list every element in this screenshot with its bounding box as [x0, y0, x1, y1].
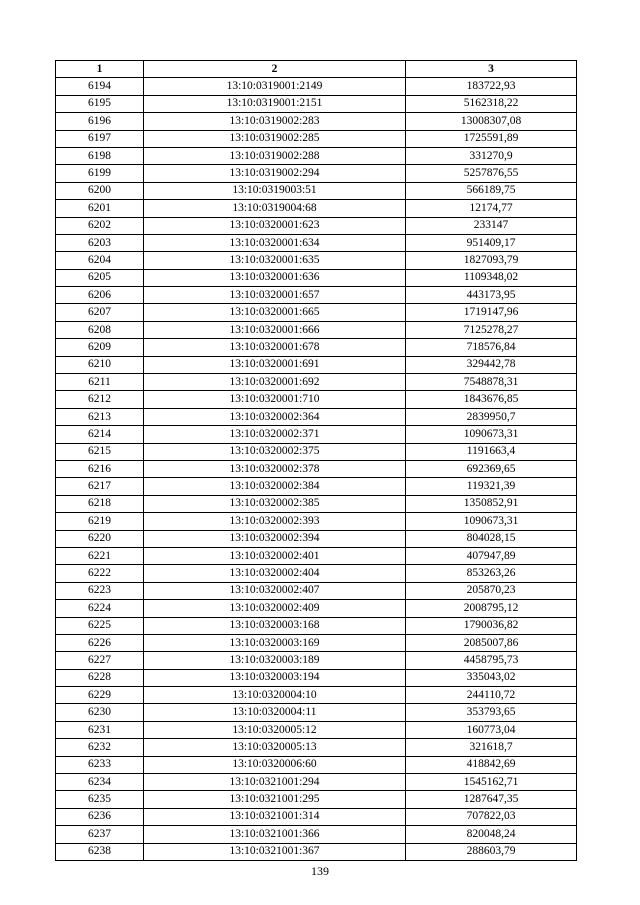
row-number-cell: 6215 — [56, 443, 144, 460]
row-number-cell: 6224 — [56, 600, 144, 617]
cadastral-number-cell: 13:10:0321001:295 — [144, 791, 406, 808]
cadastral-number-cell: 13:10:0321001:367 — [144, 843, 406, 860]
table-row — [56, 513, 577, 530]
cadastral-number-cell: 13:10:0320001:635 — [144, 252, 406, 269]
row-number-cell: 6213 — [56, 408, 144, 425]
page-number: 139 — [311, 864, 329, 878]
value-cell: 205870,23 — [406, 582, 577, 599]
row-number-cell: 6199 — [56, 165, 144, 182]
cadastral-number-cell: 13:10:0320003:189 — [144, 652, 406, 669]
cadastral-number-cell: 13:10:0319004:68 — [144, 200, 406, 217]
value-cell: 7548878,31 — [406, 374, 577, 391]
value-cell: 5257876,55 — [406, 165, 577, 182]
table-row — [56, 78, 577, 95]
row-number-cell: 6237 — [56, 826, 144, 843]
row-number-cell: 6230 — [56, 704, 144, 721]
cadastral-number-cell: 13:10:0320002:394 — [144, 530, 406, 547]
value-cell: 1827093,79 — [406, 252, 577, 269]
table-row — [56, 165, 577, 182]
value-cell: 443173,95 — [406, 287, 577, 304]
table-row — [56, 182, 577, 199]
table-row — [56, 600, 577, 617]
value-cell: 5162318,22 — [406, 95, 577, 112]
cadastral-number-cell: 13:10:0321001:314 — [144, 808, 406, 825]
table-row — [56, 808, 577, 825]
value-cell: 4458795,73 — [406, 652, 577, 669]
value-cell: 233147 — [406, 217, 577, 234]
cadastral-number-cell: 13:10:0320002:401 — [144, 547, 406, 564]
row-number-cell: 6229 — [56, 687, 144, 704]
table-row — [56, 200, 577, 217]
table-row — [56, 617, 577, 634]
cadastral-number-cell: 13:10:0321001:294 — [144, 774, 406, 791]
header-row — [56, 61, 577, 78]
table-row — [56, 304, 577, 321]
row-number-cell: 6228 — [56, 669, 144, 686]
value-cell: 2839950,7 — [406, 408, 577, 425]
row-number-cell: 6209 — [56, 339, 144, 356]
cadastral-number-cell: 13:10:0319002:285 — [144, 130, 406, 147]
row-number-cell: 6214 — [56, 426, 144, 443]
table-row — [56, 443, 577, 460]
row-number-cell: 6196 — [56, 113, 144, 130]
row-number-cell: 6220 — [56, 530, 144, 547]
cadastral-number-cell: 13:10:0321001:366 — [144, 826, 406, 843]
cadastral-number-cell: 13:10:0320001:678 — [144, 339, 406, 356]
value-cell: 331270,9 — [406, 147, 577, 164]
row-number-cell: 6195 — [56, 95, 144, 112]
cadastral-number-cell: 13:10:0320003:194 — [144, 669, 406, 686]
table-row — [56, 721, 577, 738]
table-row — [56, 774, 577, 791]
value-cell: 418842,69 — [406, 756, 577, 773]
row-number-cell: 6219 — [56, 513, 144, 530]
cadastral-number-cell: 13:10:0320002:375 — [144, 443, 406, 460]
table-row — [56, 374, 577, 391]
cadastral-number-cell: 13:10:0320002:393 — [144, 513, 406, 530]
value-cell: 119321,39 — [406, 478, 577, 495]
column-header-3: 3 — [406, 61, 577, 78]
value-cell: 1719147,96 — [406, 304, 577, 321]
column-header-2: 2 — [144, 61, 406, 78]
value-cell: 353793,65 — [406, 704, 577, 721]
value-cell: 853263,26 — [406, 565, 577, 582]
row-number-cell: 6206 — [56, 287, 144, 304]
value-cell: 1090673,31 — [406, 513, 577, 530]
row-number-cell: 6234 — [56, 774, 144, 791]
value-cell: 13008307,08 — [406, 113, 577, 130]
row-number-cell: 6202 — [56, 217, 144, 234]
table-row — [56, 652, 577, 669]
row-number-cell: 6232 — [56, 739, 144, 756]
table-row — [56, 634, 577, 651]
table-row — [56, 252, 577, 269]
row-number-cell: 6200 — [56, 182, 144, 199]
column-header-1: 1 — [56, 61, 144, 78]
value-cell: 288603,79 — [406, 843, 577, 860]
table-row — [56, 756, 577, 773]
table-row — [56, 234, 577, 251]
row-number-cell: 6212 — [56, 391, 144, 408]
data-table — [55, 60, 577, 861]
table-row — [56, 95, 577, 112]
table-row — [56, 269, 577, 286]
table-row — [56, 791, 577, 808]
cadastral-number-cell: 13:10:0320004:10 — [144, 687, 406, 704]
value-cell: 1725591,89 — [406, 130, 577, 147]
table-row — [56, 217, 577, 234]
row-number-cell: 6216 — [56, 460, 144, 477]
cadastral-number-cell: 13:10:0320001:692 — [144, 374, 406, 391]
value-cell: 1790036,82 — [406, 617, 577, 634]
value-cell: 244110,72 — [406, 687, 577, 704]
value-cell: 1545162,71 — [406, 774, 577, 791]
table-row — [56, 547, 577, 564]
value-cell: 692369,65 — [406, 460, 577, 477]
row-number-cell: 6227 — [56, 652, 144, 669]
value-cell: 951409,17 — [406, 234, 577, 251]
value-cell: 718576,84 — [406, 339, 577, 356]
table-row — [56, 843, 577, 860]
cadastral-number-cell: 13:10:0320001:710 — [144, 391, 406, 408]
table-row — [56, 739, 577, 756]
row-number-cell: 6204 — [56, 252, 144, 269]
cadastral-number-cell: 13:10:0320002:385 — [144, 495, 406, 512]
table-row — [56, 565, 577, 582]
value-cell: 321618,7 — [406, 739, 577, 756]
cadastral-number-cell: 13:10:0320003:168 — [144, 617, 406, 634]
table-row — [56, 582, 577, 599]
row-number-cell: 6223 — [56, 582, 144, 599]
value-cell: 707822,03 — [406, 808, 577, 825]
table-row — [56, 530, 577, 547]
value-cell: 160773,04 — [406, 721, 577, 738]
cadastral-number-cell: 13:10:0320001:634 — [144, 234, 406, 251]
table-row — [56, 826, 577, 843]
row-number-cell: 6225 — [56, 617, 144, 634]
row-number-cell: 6197 — [56, 130, 144, 147]
cadastral-number-cell: 13:10:0319003:51 — [144, 182, 406, 199]
value-cell: 566189,75 — [406, 182, 577, 199]
row-number-cell: 6203 — [56, 234, 144, 251]
row-number-cell: 6233 — [56, 756, 144, 773]
table-row — [56, 391, 577, 408]
value-cell: 1191663,4 — [406, 443, 577, 460]
value-cell: 804028,15 — [406, 530, 577, 547]
value-cell: 12174,77 — [406, 200, 577, 217]
cadastral-number-cell: 13:10:0319002:288 — [144, 147, 406, 164]
cadastral-number-cell: 13:10:0320002:409 — [144, 600, 406, 617]
table-row — [56, 669, 577, 686]
row-number-cell: 6221 — [56, 547, 144, 564]
cadastral-number-cell: 13:10:0320002:378 — [144, 460, 406, 477]
value-cell: 1109348,02 — [406, 269, 577, 286]
table-row — [56, 408, 577, 425]
cadastral-number-cell: 13:10:0320001:636 — [144, 269, 406, 286]
cadastral-number-cell: 13:10:0320002:384 — [144, 478, 406, 495]
table-row — [56, 478, 577, 495]
table-row — [56, 356, 577, 373]
cadastral-number-cell: 13:10:0320001:691 — [144, 356, 406, 373]
value-cell: 7125278,27 — [406, 321, 577, 338]
table-row — [56, 287, 577, 304]
row-number-cell: 6226 — [56, 634, 144, 651]
table-row — [56, 130, 577, 147]
cadastral-number-cell: 13:10:0320002:371 — [144, 426, 406, 443]
row-number-cell: 6231 — [56, 721, 144, 738]
row-number-cell: 6238 — [56, 843, 144, 860]
cadastral-number-cell: 13:10:0320001:623 — [144, 217, 406, 234]
cadastral-number-cell: 13:10:0320005:12 — [144, 721, 406, 738]
row-number-cell: 6201 — [56, 200, 144, 217]
table-row — [56, 147, 577, 164]
value-cell: 2008795,12 — [406, 600, 577, 617]
cadastral-number-cell: 13:10:0320001:657 — [144, 287, 406, 304]
row-number-cell: 6236 — [56, 808, 144, 825]
cadastral-number-cell: 13:10:0319001:2151 — [144, 95, 406, 112]
table-row — [56, 321, 577, 338]
value-cell: 1350852,91 — [406, 495, 577, 512]
row-number-cell: 6217 — [56, 478, 144, 495]
row-number-cell: 6211 — [56, 374, 144, 391]
value-cell: 1090673,31 — [406, 426, 577, 443]
table-row — [56, 113, 577, 130]
table-body — [56, 78, 577, 861]
cadastral-number-cell: 13:10:0320002:404 — [144, 565, 406, 582]
table-row — [56, 704, 577, 721]
table-row — [56, 460, 577, 477]
table-row — [56, 339, 577, 356]
row-number-cell: 6198 — [56, 147, 144, 164]
value-cell: 1843676,85 — [406, 391, 577, 408]
cadastral-number-cell: 13:10:0319001:2149 — [144, 78, 406, 95]
cadastral-number-cell: 13:10:0320001:666 — [144, 321, 406, 338]
value-cell: 820048,24 — [406, 826, 577, 843]
value-cell: 407947,89 — [406, 547, 577, 564]
value-cell: 335043,02 — [406, 669, 577, 686]
table-row — [56, 495, 577, 512]
value-cell: 183722,93 — [406, 78, 577, 95]
row-number-cell: 6208 — [56, 321, 144, 338]
cadastral-number-cell: 13:10:0320002:407 — [144, 582, 406, 599]
cadastral-number-cell: 13:10:0320002:364 — [144, 408, 406, 425]
cadastral-number-cell: 13:10:0320003:169 — [144, 634, 406, 651]
cadastral-number-cell: 13:10:0320001:665 — [144, 304, 406, 321]
table-row — [56, 687, 577, 704]
cadastral-number-cell: 13:10:0320006:60 — [144, 756, 406, 773]
table-row — [56, 426, 577, 443]
value-cell: 329442,78 — [406, 356, 577, 373]
cadastral-number-cell: 13:10:0320004:11 — [144, 704, 406, 721]
value-cell: 1287647,35 — [406, 791, 577, 808]
row-number-cell: 6210 — [56, 356, 144, 373]
cadastral-number-cell: 13:10:0320005:13 — [144, 739, 406, 756]
row-number-cell: 6218 — [56, 495, 144, 512]
row-number-cell: 6207 — [56, 304, 144, 321]
row-number-cell: 6235 — [56, 791, 144, 808]
row-number-cell: 6205 — [56, 269, 144, 286]
row-number-cell: 6194 — [56, 78, 144, 95]
row-number-cell: 6222 — [56, 565, 144, 582]
value-cell: 2085007,86 — [406, 634, 577, 651]
cadastral-number-cell: 13:10:0319002:283 — [144, 113, 406, 130]
cadastral-number-cell: 13:10:0319002:294 — [144, 165, 406, 182]
